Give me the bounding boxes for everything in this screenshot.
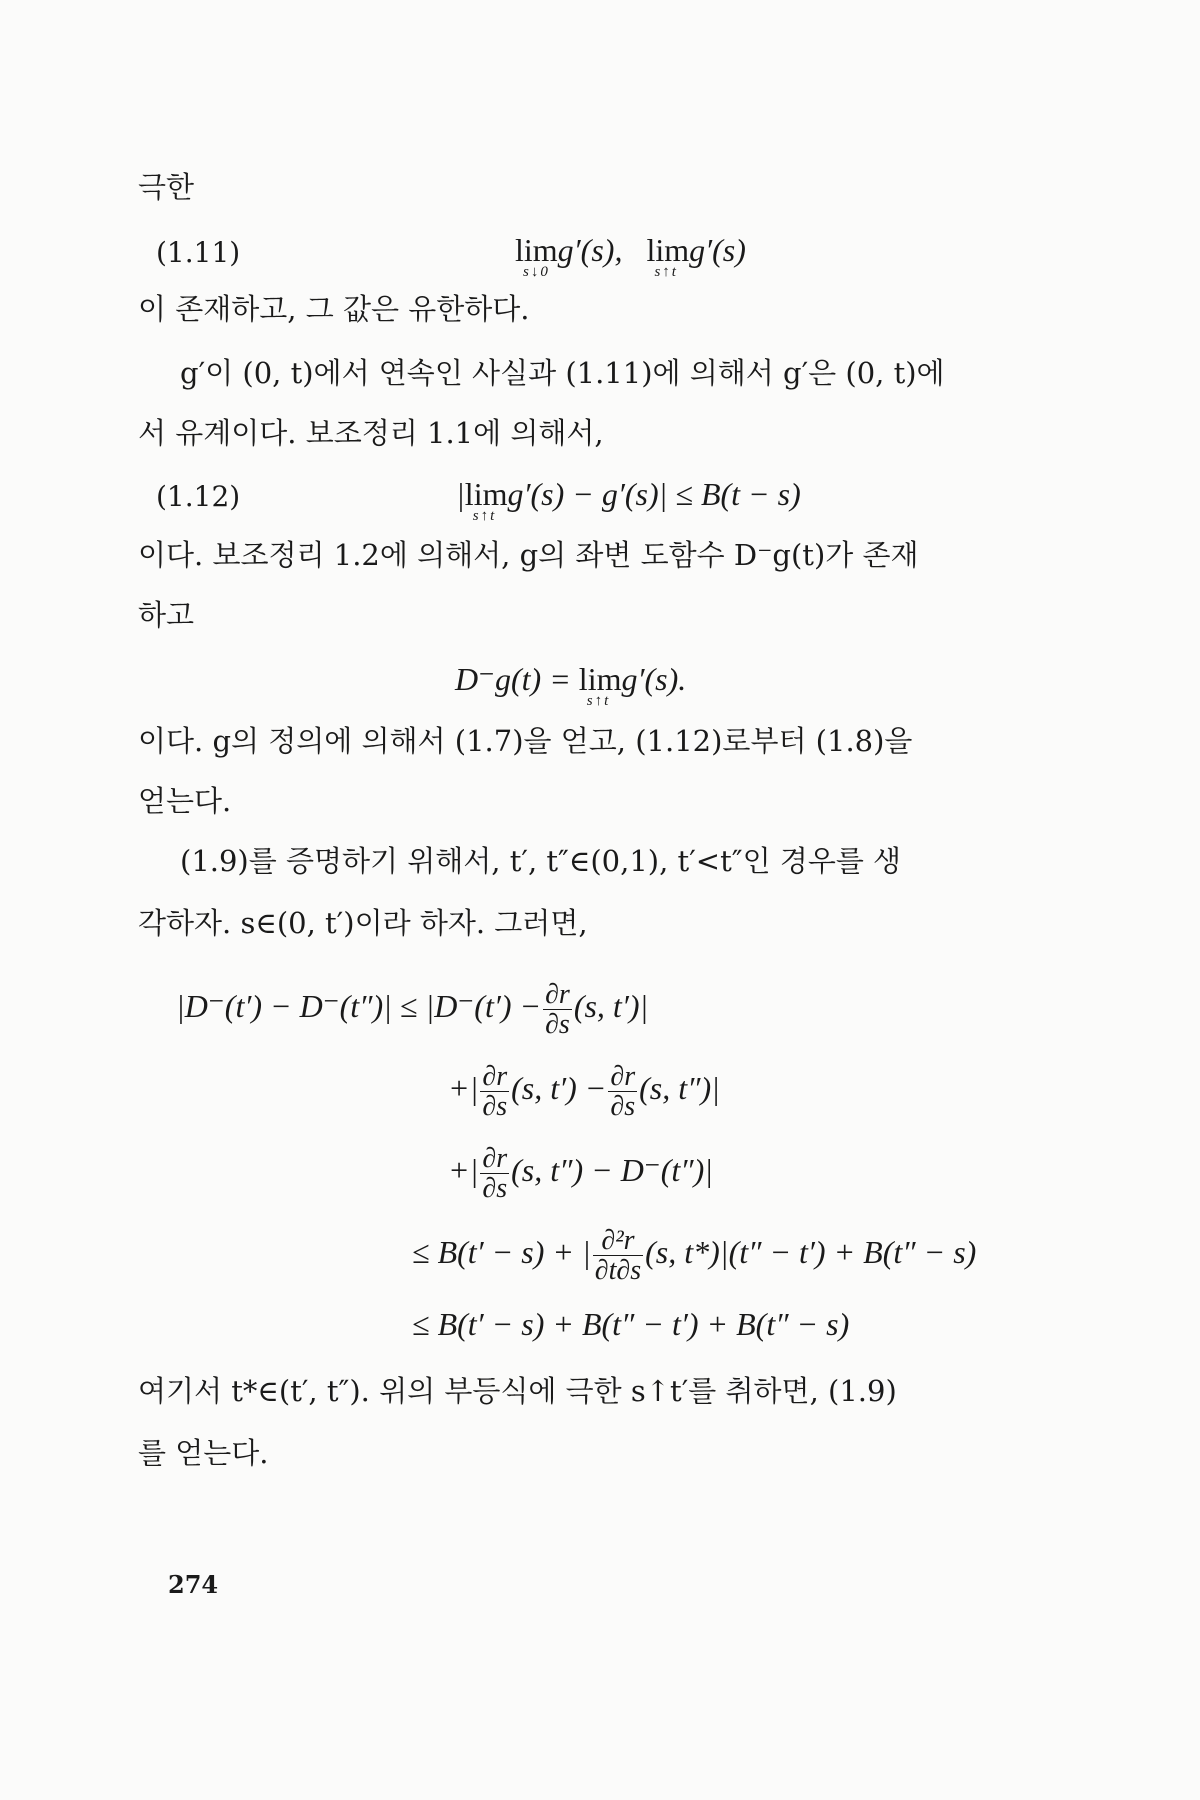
text-line: g′이 (0, t)에서 연속인 사실과 (1.11)에 의해서 g′은 (0, t)에: [180, 356, 945, 390]
text-line: 각하자. s∈(0, t′)이라 하자. 그러면,: [138, 906, 588, 940]
text-line: 이다. g의 정의에 의해서 (1.7)을 얻고, (1.12)로부터 (1.8)을: [138, 724, 913, 758]
equation-number: (1.11): [156, 236, 241, 269]
text-line: 하고: [138, 598, 195, 632]
text-line: 얻는다.: [138, 784, 232, 818]
text-line: 극한: [138, 170, 195, 204]
partial-fraction: $\frac{\partial r}{\partial s}$: [545, 979, 570, 1041]
equation-number: (1.12): [156, 480, 241, 513]
partial-fraction: $\frac{\partial r}{\partial s}$: [610, 1061, 636, 1123]
text-line: 여기서 t*∈(t′, t″). 위의 부등식에 극한 s↑t′를 취하면, (1.9): [138, 1374, 897, 1408]
text-line: 를 얻는다.: [138, 1436, 269, 1470]
equation-1-11: lim s↓0 g′(s), lim s↑t g′(s): [515, 232, 746, 280]
text-line: 이 존재하고, 그 값은 유한하다.: [138, 292, 530, 326]
text-line: 서 유계이다. 보조정리 1.1에 의해서,: [138, 416, 604, 450]
lim-operator: lim s↑t: [646, 232, 690, 280]
inequality-line-3: +| $\frac{\partial r}{\partial s}$ (s, t″) − D⁻(t″)|: [448, 1143, 714, 1205]
partial-fraction: $\frac{\text{∂²r}}{\partial t\partial s}$: [594, 1225, 642, 1287]
inequality-line-1: |D⁻(t′) − D⁻(t″)| ≤ |D⁻(t′) − $\frac{\partial r}{\partial s}$ (s, t′)|: [176, 979, 649, 1041]
inequality-line-4: ≤ B(t′ − s) + | $\frac{\text{∂²r}}{\partial t\partial s}$ (s, t*)|(t″ − t′) + B(t″ − s): [412, 1225, 977, 1287]
lim-operator: lim s↓0: [515, 232, 558, 280]
page-number: 274: [168, 1570, 219, 1599]
text-line: 이다. 보조정리 1.2에 의해서, g의 좌변 도함수 D⁻g(t)가 존재: [138, 538, 919, 572]
equation-1-12: |lim s↑t g′(s) − g′(s)| ≤ B(t − s): [456, 476, 801, 524]
inequality-line-2: +| $\frac{\partial r}{\partial s}$ (s, t′) − $\frac{\partial r}{\partial s}$ (s, t″)|: [448, 1061, 720, 1123]
equation-left-derivative: D⁻g(t) = lim s↑t g′(s).: [455, 661, 687, 709]
lim-operator: lim s↑t: [464, 476, 508, 524]
text-line: (1.9)를 증명하기 위해서, t′, t″∈(0,1), t′<t″인 경우를 생: [180, 844, 902, 878]
partial-fraction: $\frac{\partial r}{\partial s}$: [482, 1143, 508, 1205]
inequality-line-5: ≤ B(t′ − s) + B(t″ − t′) + B(t″ − s): [412, 1306, 850, 1342]
lim-operator: lim s↑t: [578, 661, 622, 709]
partial-fraction: $\frac{\partial r}{\partial s}$: [482, 1061, 508, 1123]
